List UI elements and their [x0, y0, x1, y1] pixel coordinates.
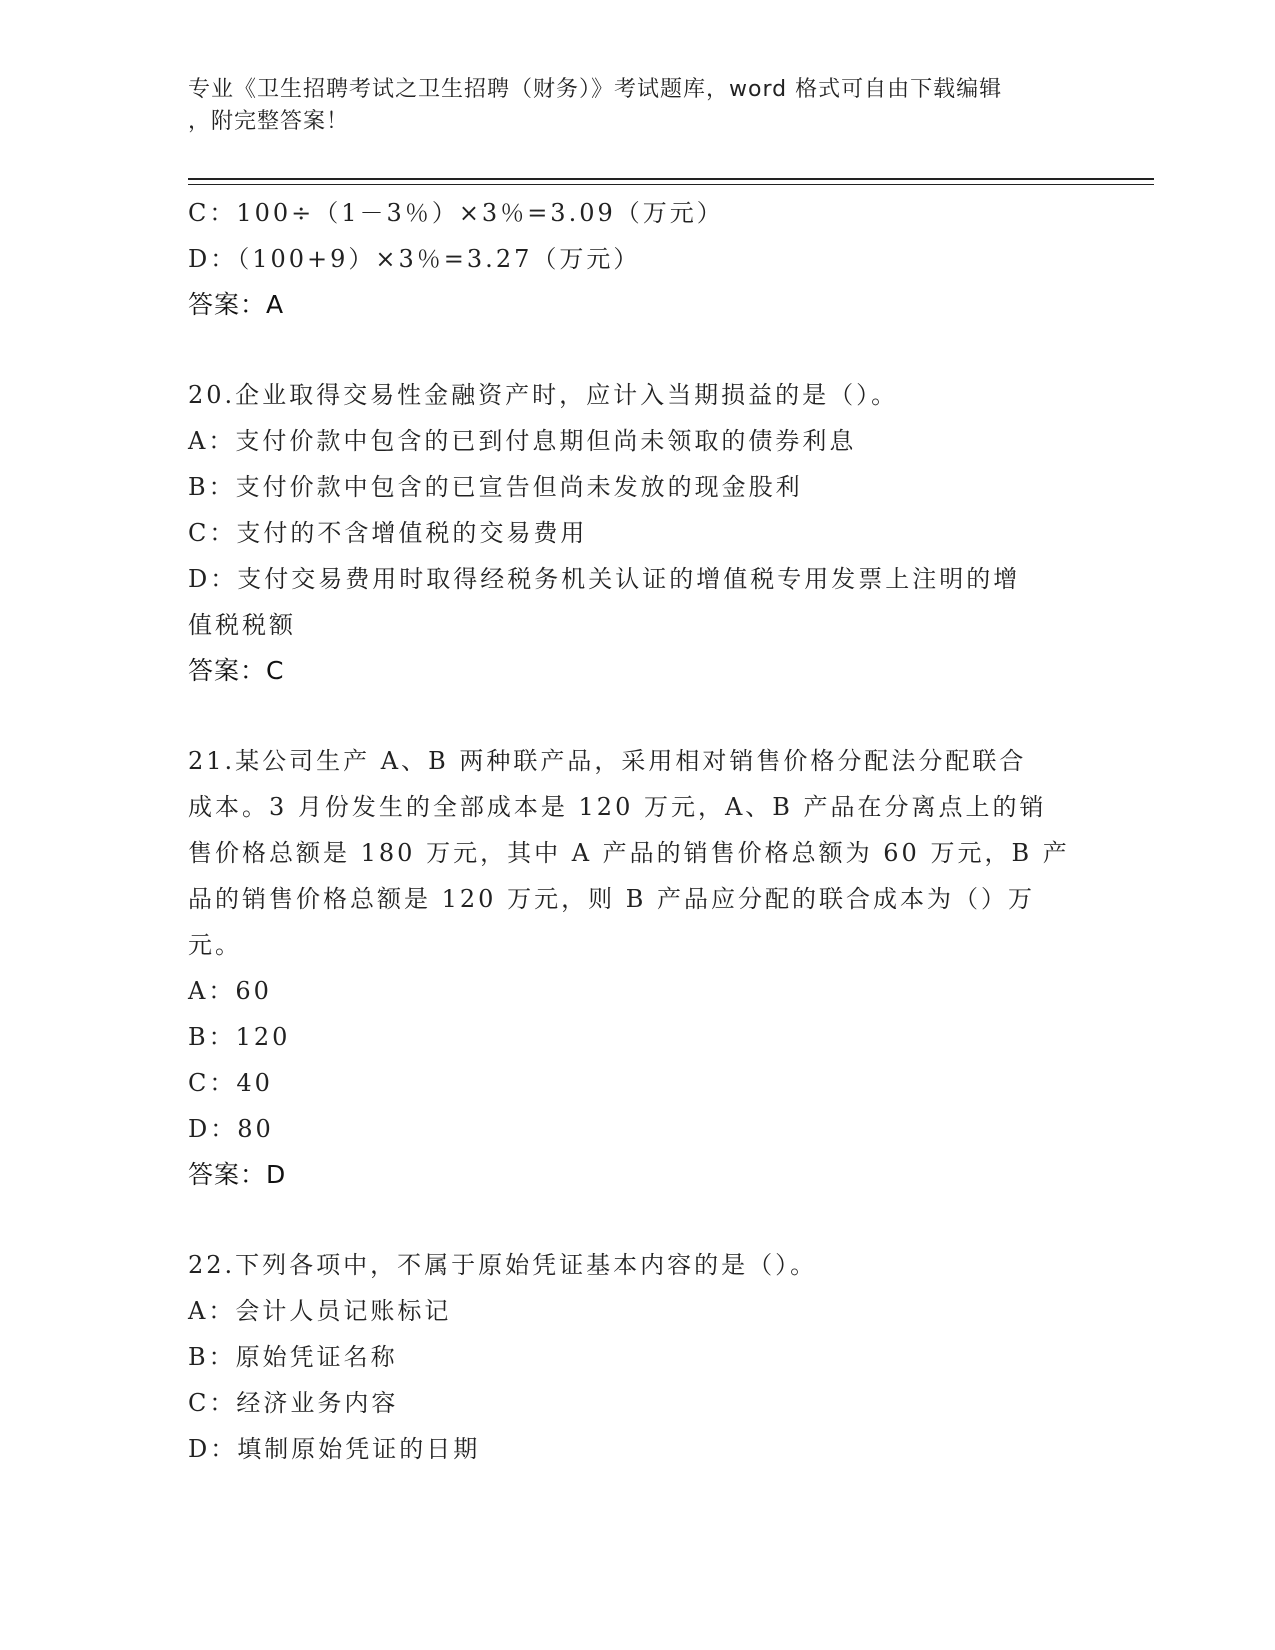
header-divider-thin — [188, 184, 1154, 185]
question-20 — [188, 372, 1088, 694]
question-21 — [188, 738, 1088, 1198]
option-a: A：60 — [188, 977, 272, 1005]
question-19 — [188, 190, 1088, 328]
answer-label: 答案：A — [188, 290, 285, 319]
header-divider-thick — [188, 178, 1154, 180]
document-body — [188, 190, 1088, 1472]
question-stem: 22.下列各项中，不属于原始凭证基本内容的是（）。 — [188, 1251, 818, 1279]
document-header — [188, 74, 1088, 138]
option-a: A：会计人员记账标记 — [188, 1297, 452, 1325]
spacer — [188, 328, 1088, 372]
option-d-line-2: 值税税额 — [188, 611, 296, 639]
spacer — [188, 694, 1088, 738]
option-d-line-1: D：支付交易费用时取得经税务机关认证的增值税专用发票上注明的增 — [188, 565, 1021, 593]
option-a: A：支付价款中包含的已到付息期但尚未领取的债券利息 — [188, 427, 857, 455]
header-line-1: 专业《卫生招聘考试之卫生招聘（财务）》考试题库，word 格式可自由下载编辑 — [188, 77, 1003, 102]
header-line-2: ，附完整答案！ — [188, 109, 350, 134]
question-22 — [188, 1242, 1088, 1472]
spacer — [188, 1198, 1088, 1242]
question-stem-line-2: 成本。3 月份发生的全部成本是 120 万元，A、B 产品在分离点上的销 — [188, 793, 1047, 821]
option-b: B：120 — [188, 1023, 291, 1051]
option-c: C：经济业务内容 — [188, 1389, 399, 1417]
option-c: C：40 — [188, 1069, 273, 1097]
question-stem-line-4: 品的销售价格总额是 120 万元，则 B 产品应分配的联合成本为（）万 — [188, 885, 1035, 913]
question-stem-line-3: 售价格总额是 180 万元，其中 A 产品的销售价格总额为 60 万元，B 产 — [188, 839, 1070, 867]
option-d: D：填制原始凭证的日期 — [188, 1435, 481, 1463]
option-d: D：80 — [188, 1115, 274, 1143]
question-stem-line-5: 元。 — [188, 931, 242, 959]
option-d: D：（100+9）×3％=3.27（万元） — [188, 245, 641, 273]
question-stem-line-1: 21.某公司生产 A、B 两种联产品，采用相对销售价格分配法分配联合 — [188, 747, 1027, 775]
option-c: C：支付的不含增值税的交易费用 — [188, 519, 588, 547]
option-b: B：原始凭证名称 — [188, 1343, 398, 1371]
option-b: B：支付价款中包含的已宣告但尚未发放的现金股利 — [188, 473, 803, 501]
answer-label: 答案：C — [188, 656, 285, 685]
question-stem: 20.企业取得交易性金融资产时，应计入当期损益的是（）。 — [188, 381, 899, 409]
option-c: C：100÷（1－3％）×3％=3.09（万元） — [188, 199, 724, 227]
answer-label: 答案：D — [188, 1160, 287, 1189]
